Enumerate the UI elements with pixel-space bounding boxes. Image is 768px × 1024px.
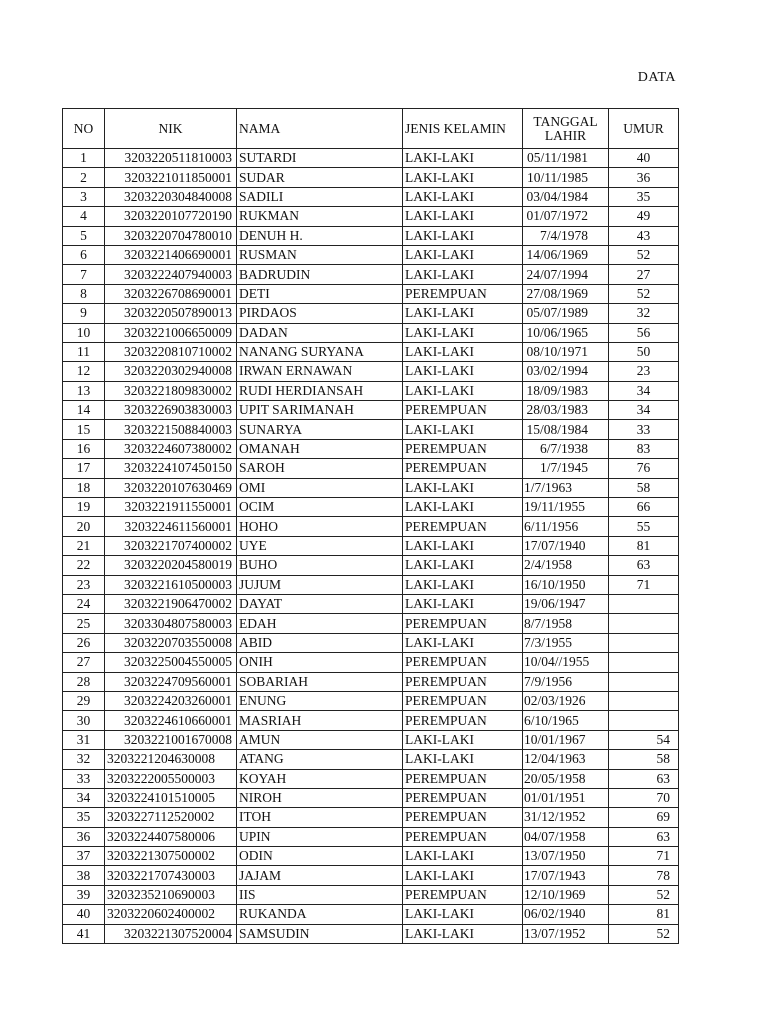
cell-jenis-kelamin: PEREMPUAN (403, 653, 523, 672)
cell-nama: DENUH H. (237, 226, 403, 245)
header-jenis-kelamin: JENIS KELAMIN (403, 109, 523, 149)
cell-nama: EDAH (237, 614, 403, 633)
table-row (63, 924, 679, 943)
cell-nik: 3203226708690001 (105, 284, 237, 303)
cell-umur (609, 691, 679, 710)
cell-nama: UPIT SARIMANAH (237, 401, 403, 420)
data-table (62, 108, 679, 944)
table-row (63, 594, 679, 613)
cell-no: 34 (63, 788, 105, 807)
cell-tanggal-lahir: 10/06/1965 (523, 323, 609, 342)
cell-tanggal-lahir: 15/08/1984 (523, 420, 609, 439)
cell-no: 8 (63, 284, 105, 303)
cell-umur: 54 (609, 730, 679, 749)
cell-nama: UPIN (237, 827, 403, 846)
cell-umur: 27 (609, 265, 679, 284)
cell-nama: SUTARDI (237, 149, 403, 168)
cell-nama: SUNARYA (237, 420, 403, 439)
cell-jenis-kelamin: LAKI-LAKI (403, 226, 523, 245)
cell-jenis-kelamin: LAKI-LAKI (403, 924, 523, 943)
cell-nik: 3203221006650009 (105, 323, 237, 342)
cell-jenis-kelamin: PEREMPUAN (403, 827, 523, 846)
cell-umur: 63 (609, 827, 679, 846)
cell-jenis-kelamin: PEREMPUAN (403, 284, 523, 303)
cell-no: 25 (63, 614, 105, 633)
cell-umur: 52 (609, 245, 679, 264)
cell-tanggal-lahir: 17/07/1940 (523, 536, 609, 555)
cell-nama: ONIH (237, 653, 403, 672)
cell-nik: 3203235210690003 (105, 885, 237, 904)
table-row (63, 653, 679, 672)
cell-nama: ITOH (237, 808, 403, 827)
cell-jenis-kelamin: PEREMPUAN (403, 769, 523, 788)
cell-nik: 3203220507890013 (105, 304, 237, 323)
cell-jenis-kelamin: LAKI-LAKI (403, 420, 523, 439)
cell-no: 6 (63, 245, 105, 264)
cell-umur: 56 (609, 323, 679, 342)
cell-umur: 78 (609, 866, 679, 885)
cell-nik: 3203220602400002 (105, 905, 237, 924)
cell-no: 19 (63, 498, 105, 517)
cell-nama: OMANAH (237, 439, 403, 458)
cell-nik: 3203221707430003 (105, 866, 237, 885)
cell-nik: 3203224101510005 (105, 788, 237, 807)
cell-tanggal-lahir: 13/07/1950 (523, 847, 609, 866)
cell-tanggal-lahir: 31/12/1952 (523, 808, 609, 827)
cell-umur: 52 (609, 924, 679, 943)
cell-umur: 81 (609, 536, 679, 555)
cell-jenis-kelamin: PEREMPUAN (403, 672, 523, 691)
cell-umur: 63 (609, 769, 679, 788)
table-row (63, 342, 679, 361)
table-header-row (63, 109, 679, 149)
cell-umur: 76 (609, 459, 679, 478)
header-no: NO (63, 109, 105, 149)
table-row (63, 284, 679, 303)
table-row (63, 769, 679, 788)
table-row (63, 498, 679, 517)
cell-nik: 3203221911550001 (105, 498, 237, 517)
cell-no: 16 (63, 439, 105, 458)
cell-tanggal-lahir: 14/06/1969 (523, 245, 609, 264)
cell-tanggal-lahir: 1/7/1945 (523, 459, 609, 478)
cell-nik: 3203221011850001 (105, 168, 237, 187)
cell-tanggal-lahir: 12/10/1969 (523, 885, 609, 904)
cell-nik: 3203221707400002 (105, 536, 237, 555)
cell-no: 4 (63, 207, 105, 226)
cell-no: 30 (63, 711, 105, 730)
cell-nama: JAJAM (237, 866, 403, 885)
cell-nik: 3203224709560001 (105, 672, 237, 691)
table-row (63, 711, 679, 730)
cell-nik: 3203226903830003 (105, 401, 237, 420)
cell-umur: 70 (609, 788, 679, 807)
cell-umur: 34 (609, 401, 679, 420)
cell-nama: AMUN (237, 730, 403, 749)
table-row (63, 226, 679, 245)
cell-nik: 3203220107630469 (105, 478, 237, 497)
table-row (63, 750, 679, 769)
cell-no: 41 (63, 924, 105, 943)
cell-jenis-kelamin: LAKI-LAKI (403, 730, 523, 749)
table-row (63, 478, 679, 497)
cell-umur: 69 (609, 808, 679, 827)
table-row (63, 847, 679, 866)
table-row (63, 362, 679, 381)
header-nama: NAMA (237, 109, 403, 149)
cell-no: 17 (63, 459, 105, 478)
cell-no: 11 (63, 342, 105, 361)
cell-tanggal-lahir: 27/08/1969 (523, 284, 609, 303)
cell-nik: 3203220302940008 (105, 362, 237, 381)
cell-umur (609, 594, 679, 613)
cell-tanggal-lahir: 18/09/1983 (523, 381, 609, 400)
cell-nama: SUDAR (237, 168, 403, 187)
cell-no: 39 (63, 885, 105, 904)
table-row (63, 575, 679, 594)
table-row (63, 885, 679, 904)
cell-umur: 52 (609, 284, 679, 303)
cell-nik: 3203220704780010 (105, 226, 237, 245)
table-row (63, 245, 679, 264)
cell-tanggal-lahir: 8/7/1958 (523, 614, 609, 633)
cell-umur: 55 (609, 517, 679, 536)
cell-no: 23 (63, 575, 105, 594)
table-row (63, 207, 679, 226)
cell-nik: 3203220204580019 (105, 556, 237, 575)
table-row (63, 323, 679, 342)
cell-no: 18 (63, 478, 105, 497)
header-nik: NIK (105, 109, 237, 149)
cell-nik: 3203221508840003 (105, 420, 237, 439)
cell-no: 36 (63, 827, 105, 846)
header-tanggal-line1: TANGGAL (533, 113, 598, 129)
cell-nik: 3203220107720190 (105, 207, 237, 226)
cell-tanggal-lahir: 7/9/1956 (523, 672, 609, 691)
table-row (63, 691, 679, 710)
cell-no: 1 (63, 149, 105, 168)
cell-nik: 3203220511810003 (105, 149, 237, 168)
cell-no: 10 (63, 323, 105, 342)
cell-nik: 3203221610500003 (105, 575, 237, 594)
cell-no: 31 (63, 730, 105, 749)
cell-nama: JUJUM (237, 575, 403, 594)
cell-umur: 40 (609, 149, 679, 168)
cell-umur (609, 711, 679, 730)
document-title: DATA (637, 70, 676, 85)
cell-no: 37 (63, 847, 105, 866)
cell-umur: 52 (609, 885, 679, 904)
cell-nik: 3203222407940003 (105, 265, 237, 284)
cell-jenis-kelamin: PEREMPUAN (403, 885, 523, 904)
table-row (63, 381, 679, 400)
cell-jenis-kelamin: LAKI-LAKI (403, 847, 523, 866)
cell-nik: 3203304807580003 (105, 614, 237, 633)
cell-jenis-kelamin: LAKI-LAKI (403, 342, 523, 361)
cell-no: 33 (63, 769, 105, 788)
cell-jenis-kelamin: LAKI-LAKI (403, 905, 523, 924)
cell-jenis-kelamin: PEREMPUAN (403, 788, 523, 807)
cell-tanggal-lahir: 28/03/1983 (523, 401, 609, 420)
cell-jenis-kelamin: LAKI-LAKI (403, 304, 523, 323)
cell-tanggal-lahir: 12/04/1963 (523, 750, 609, 769)
cell-nik: 3203227112520002 (105, 808, 237, 827)
cell-nama: UYE (237, 536, 403, 555)
cell-nama: KOYAH (237, 769, 403, 788)
cell-nama: RUKANDA (237, 905, 403, 924)
cell-tanggal-lahir: 7/4/1978 (523, 226, 609, 245)
cell-nik: 3203224607380002 (105, 439, 237, 458)
cell-jenis-kelamin: LAKI-LAKI (403, 556, 523, 575)
cell-umur: 66 (609, 498, 679, 517)
cell-tanggal-lahir: 17/07/1943 (523, 866, 609, 885)
cell-umur: 36 (609, 168, 679, 187)
cell-tanggal-lahir: 7/3/1955 (523, 633, 609, 652)
table-row (63, 556, 679, 575)
cell-tanggal-lahir: 02/03/1926 (523, 691, 609, 710)
cell-nama: DAYAT (237, 594, 403, 613)
header-tanggal-lahir (523, 109, 609, 149)
table-row (63, 866, 679, 885)
cell-nama: ABID (237, 633, 403, 652)
cell-umur: 63 (609, 556, 679, 575)
cell-jenis-kelamin: PEREMPUAN (403, 439, 523, 458)
cell-no: 40 (63, 905, 105, 924)
cell-tanggal-lahir: 19/06/1947 (523, 594, 609, 613)
table-row (63, 265, 679, 284)
table-row (63, 420, 679, 439)
cell-umur: 49 (609, 207, 679, 226)
table-row (63, 614, 679, 633)
cell-nama: ENUNG (237, 691, 403, 710)
cell-no: 32 (63, 750, 105, 769)
cell-no: 9 (63, 304, 105, 323)
table-row (63, 168, 679, 187)
cell-umur: 71 (609, 847, 679, 866)
cell-tanggal-lahir: 06/02/1940 (523, 905, 609, 924)
cell-nik: 3203221307520004 (105, 924, 237, 943)
cell-tanggal-lahir: 01/01/1951 (523, 788, 609, 807)
cell-jenis-kelamin: PEREMPUAN (403, 401, 523, 420)
cell-nama: RUSMAN (237, 245, 403, 264)
cell-tanggal-lahir: 10/04//1955 (523, 653, 609, 672)
cell-jenis-kelamin: LAKI-LAKI (403, 381, 523, 400)
cell-tanggal-lahir: 19/11/1955 (523, 498, 609, 517)
cell-jenis-kelamin: PEREMPUAN (403, 459, 523, 478)
cell-umur: 58 (609, 478, 679, 497)
cell-nama: SADILI (237, 187, 403, 206)
cell-tanggal-lahir: 03/02/1994 (523, 362, 609, 381)
cell-nik: 3203221406690001 (105, 245, 237, 264)
cell-jenis-kelamin: LAKI-LAKI (403, 245, 523, 264)
cell-nik: 3203221001670008 (105, 730, 237, 749)
cell-tanggal-lahir: 03/04/1984 (523, 187, 609, 206)
cell-jenis-kelamin: LAKI-LAKI (403, 149, 523, 168)
cell-nik: 3203225004550005 (105, 653, 237, 672)
cell-no: 24 (63, 594, 105, 613)
cell-umur: 35 (609, 187, 679, 206)
cell-nama: ODIN (237, 847, 403, 866)
cell-no: 38 (63, 866, 105, 885)
cell-umur: 32 (609, 304, 679, 323)
cell-jenis-kelamin: LAKI-LAKI (403, 168, 523, 187)
table-row (63, 536, 679, 555)
cell-umur: 43 (609, 226, 679, 245)
cell-jenis-kelamin: PEREMPUAN (403, 808, 523, 827)
cell-no: 13 (63, 381, 105, 400)
cell-nik: 3203224203260001 (105, 691, 237, 710)
cell-tanggal-lahir: 08/10/1971 (523, 342, 609, 361)
cell-nama: DADAN (237, 323, 403, 342)
cell-tanggal-lahir: 16/10/1950 (523, 575, 609, 594)
cell-jenis-kelamin: LAKI-LAKI (403, 478, 523, 497)
cell-tanggal-lahir: 05/07/1989 (523, 304, 609, 323)
cell-umur: 83 (609, 439, 679, 458)
cell-jenis-kelamin: PEREMPUAN (403, 691, 523, 710)
cell-jenis-kelamin: LAKI-LAKI (403, 207, 523, 226)
cell-nama: DETI (237, 284, 403, 303)
cell-tanggal-lahir: 6/10/1965 (523, 711, 609, 730)
cell-jenis-kelamin: PEREMPUAN (403, 711, 523, 730)
cell-tanggal-lahir: 24/07/1994 (523, 265, 609, 284)
cell-umur: 58 (609, 750, 679, 769)
cell-no: 22 (63, 556, 105, 575)
table-row (63, 439, 679, 458)
cell-jenis-kelamin: LAKI-LAKI (403, 866, 523, 885)
cell-umur: 23 (609, 362, 679, 381)
cell-nama: OCIM (237, 498, 403, 517)
cell-nik: 3203224610660001 (105, 711, 237, 730)
cell-umur: 34 (609, 381, 679, 400)
cell-nama: SAROH (237, 459, 403, 478)
cell-nama: BADRUDIN (237, 265, 403, 284)
table-row (63, 517, 679, 536)
cell-tanggal-lahir: 13/07/1952 (523, 924, 609, 943)
cell-jenis-kelamin: LAKI-LAKI (403, 265, 523, 284)
table-row (63, 808, 679, 827)
cell-umur: 81 (609, 905, 679, 924)
cell-no: 21 (63, 536, 105, 555)
cell-no: 3 (63, 187, 105, 206)
cell-no: 12 (63, 362, 105, 381)
cell-umur: 33 (609, 420, 679, 439)
cell-jenis-kelamin: LAKI-LAKI (403, 575, 523, 594)
cell-nama: MASRIAH (237, 711, 403, 730)
cell-nik: 3203224107450150 (105, 459, 237, 478)
cell-jenis-kelamin: LAKI-LAKI (403, 750, 523, 769)
cell-nik: 3203221809830002 (105, 381, 237, 400)
cell-tanggal-lahir: 10/11/1985 (523, 168, 609, 187)
cell-tanggal-lahir: 10/01/1967 (523, 730, 609, 749)
cell-nik: 3203220304840008 (105, 187, 237, 206)
cell-jenis-kelamin: LAKI-LAKI (403, 594, 523, 613)
cell-nama: OMI (237, 478, 403, 497)
table-row (63, 149, 679, 168)
table-row (63, 187, 679, 206)
cell-umur (609, 653, 679, 672)
cell-nama: BUHO (237, 556, 403, 575)
cell-tanggal-lahir: 05/11/1981 (523, 149, 609, 168)
cell-tanggal-lahir: 2/4/1958 (523, 556, 609, 575)
cell-no: 14 (63, 401, 105, 420)
cell-nama: RUKMAN (237, 207, 403, 226)
cell-no: 28 (63, 672, 105, 691)
cell-no: 7 (63, 265, 105, 284)
cell-jenis-kelamin: LAKI-LAKI (403, 187, 523, 206)
table-row (63, 905, 679, 924)
cell-nama: ATANG (237, 750, 403, 769)
cell-no: 20 (63, 517, 105, 536)
header-umur: UMUR (609, 109, 679, 149)
cell-jenis-kelamin: LAKI-LAKI (403, 536, 523, 555)
cell-nama: SAMSUDIN (237, 924, 403, 943)
cell-nik: 3203220810710002 (105, 342, 237, 361)
cell-umur (609, 633, 679, 652)
table-row (63, 401, 679, 420)
cell-nik: 3203222005500003 (105, 769, 237, 788)
cell-jenis-kelamin: LAKI-LAKI (403, 362, 523, 381)
cell-umur: 71 (609, 575, 679, 594)
cell-umur (609, 614, 679, 633)
cell-nama: SOBARIAH (237, 672, 403, 691)
cell-nama: NANANG SURYANA (237, 342, 403, 361)
cell-umur: 50 (609, 342, 679, 361)
cell-no: 5 (63, 226, 105, 245)
cell-tanggal-lahir: 01/07/1972 (523, 207, 609, 226)
cell-nik: 3203221906470002 (105, 594, 237, 613)
cell-nik: 3203221307500002 (105, 847, 237, 866)
cell-nik: 3203221204630008 (105, 750, 237, 769)
cell-no: 27 (63, 653, 105, 672)
table-row (63, 788, 679, 807)
table-row (63, 730, 679, 749)
cell-tanggal-lahir: 04/07/1958 (523, 827, 609, 846)
cell-no: 29 (63, 691, 105, 710)
cell-tanggal-lahir: 6/7/1938 (523, 439, 609, 458)
cell-jenis-kelamin: LAKI-LAKI (403, 633, 523, 652)
cell-nik: 3203224407580006 (105, 827, 237, 846)
cell-tanggal-lahir: 20/05/1958 (523, 769, 609, 788)
cell-no: 26 (63, 633, 105, 652)
cell-nama: IIS (237, 885, 403, 904)
cell-jenis-kelamin: PEREMPUAN (403, 517, 523, 536)
table-row (63, 672, 679, 691)
cell-nama: RUDI HERDIANSAH (237, 381, 403, 400)
cell-no: 2 (63, 168, 105, 187)
cell-no: 15 (63, 420, 105, 439)
cell-nama: PIRDAOS (237, 304, 403, 323)
table-row (63, 633, 679, 652)
cell-nik: 3203220703550008 (105, 633, 237, 652)
cell-no: 35 (63, 808, 105, 827)
table-body (63, 149, 679, 944)
header-tanggal-line2: LAHIR (544, 127, 587, 143)
cell-jenis-kelamin: PEREMPUAN (403, 614, 523, 633)
table-row (63, 827, 679, 846)
cell-jenis-kelamin: LAKI-LAKI (403, 323, 523, 342)
cell-nik: 3203224611560001 (105, 517, 237, 536)
cell-nama: NIROH (237, 788, 403, 807)
cell-tanggal-lahir: 1/7/1963 (523, 478, 609, 497)
table-row (63, 304, 679, 323)
cell-tanggal-lahir: 6/11/1956 (523, 517, 609, 536)
cell-nama: HOHO (237, 517, 403, 536)
cell-nama: IRWAN ERNAWAN (237, 362, 403, 381)
cell-umur (609, 672, 679, 691)
table-row (63, 459, 679, 478)
cell-jenis-kelamin: LAKI-LAKI (403, 498, 523, 517)
